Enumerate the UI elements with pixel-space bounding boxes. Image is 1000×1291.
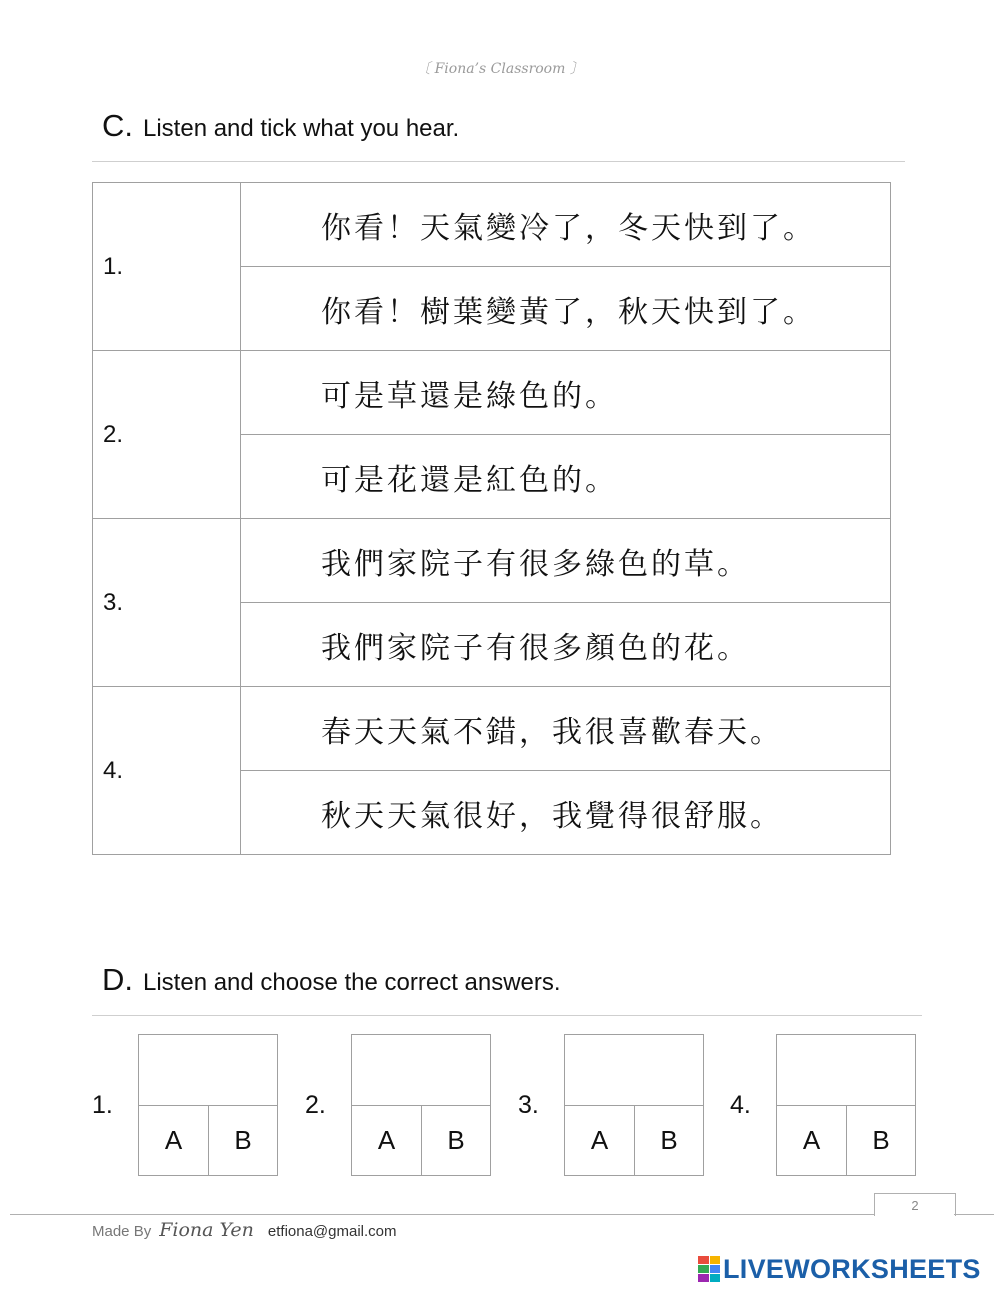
answer-item-3	[518, 1034, 728, 1176]
author-signature: Fiona Yen	[159, 1219, 254, 1241]
brand-name: LIVEWORKSHEETS	[723, 1253, 981, 1284]
table-row	[93, 687, 891, 771]
answer-drop-area[interactable]	[565, 1035, 703, 1106]
answer-drop-area[interactable]	[139, 1035, 277, 1106]
sentence-option[interactable]: 你看！樹葉變黃了，秋天快到了。	[241, 267, 891, 351]
sentence-option[interactable]: 秋天天氣很好，我覺得很舒服。	[241, 771, 891, 855]
logo-tile	[698, 1265, 709, 1273]
option-a-button[interactable]: A	[777, 1106, 847, 1175]
footer-divider	[10, 1214, 875, 1215]
answer-box	[351, 1034, 491, 1176]
table-row	[93, 351, 891, 435]
author-email: etfiona@gmail.com	[267, 1223, 397, 1240]
liveworksheets-icon	[698, 1256, 720, 1282]
logo-tile	[698, 1256, 709, 1264]
section-c-letter: C.	[102, 108, 133, 143]
liveworksheets-logo[interactable]	[698, 1254, 981, 1284]
answer-box	[564, 1034, 704, 1176]
table-row	[93, 519, 891, 603]
logo-tile	[710, 1265, 721, 1273]
section-d-letter: D.	[102, 962, 133, 997]
header-caption: 〔 Fiona’s Classroom 〕	[416, 61, 584, 77]
answer-drop-area[interactable]	[777, 1035, 915, 1106]
sentence-option[interactable]: 可是花還是紅色的。	[241, 435, 891, 519]
section-d-heading	[102, 962, 561, 998]
row-number: 2.	[93, 351, 241, 519]
row-number: 4.	[93, 687, 241, 855]
answer-number: 3.	[518, 1091, 539, 1119]
row-number: 1.	[93, 183, 241, 351]
answer-item-4	[730, 1034, 940, 1176]
section-c-instruction: Listen and tick what you hear.	[143, 115, 460, 142]
sentence-option[interactable]: 我們家院子有很多綠色的草。	[241, 519, 891, 603]
option-b-button[interactable]: B	[872, 1125, 890, 1155]
logo-tile	[698, 1274, 709, 1282]
option-b-button[interactable]: B	[234, 1125, 252, 1155]
sentence-option[interactable]: 我們家院子有很多顏色的花。	[241, 603, 891, 687]
answer-drop-area[interactable]	[352, 1035, 490, 1106]
footer-divider-right	[954, 1214, 994, 1215]
logo-tile	[710, 1274, 721, 1282]
answer-box	[776, 1034, 916, 1176]
section-d-divider	[92, 1015, 922, 1016]
sentence-option[interactable]: 春天天氣不錯，我很喜歡春天。	[241, 687, 891, 771]
page-number: 2	[874, 1193, 956, 1216]
answer-number: 1.	[92, 1091, 113, 1119]
section-c-divider	[92, 161, 905, 162]
section-c-heading	[102, 108, 459, 144]
tick-table	[92, 182, 891, 855]
logo-tile	[710, 1256, 721, 1264]
option-b-button[interactable]: B	[447, 1125, 465, 1155]
footer-credit	[92, 1219, 397, 1241]
section-d-instruction: Listen and choose the correct answers.	[143, 969, 561, 996]
answer-number: 4.	[730, 1091, 751, 1119]
answer-box	[138, 1034, 278, 1176]
sentence-option[interactable]: 可是草還是綠色的。	[241, 351, 891, 435]
option-b-button[interactable]: B	[660, 1125, 678, 1155]
sentence-option[interactable]: 你看！天氣變冷了，冬天快到了。	[241, 183, 891, 267]
made-by-label: Made By	[92, 1223, 152, 1240]
option-a-button[interactable]: A	[139, 1106, 209, 1175]
answer-item-1	[92, 1034, 302, 1176]
row-number: 3.	[93, 519, 241, 687]
answer-number: 2.	[305, 1091, 326, 1119]
table-row	[93, 183, 891, 267]
option-a-button[interactable]: A	[352, 1106, 422, 1175]
answer-item-2	[305, 1034, 515, 1176]
option-a-button[interactable]: A	[565, 1106, 635, 1175]
